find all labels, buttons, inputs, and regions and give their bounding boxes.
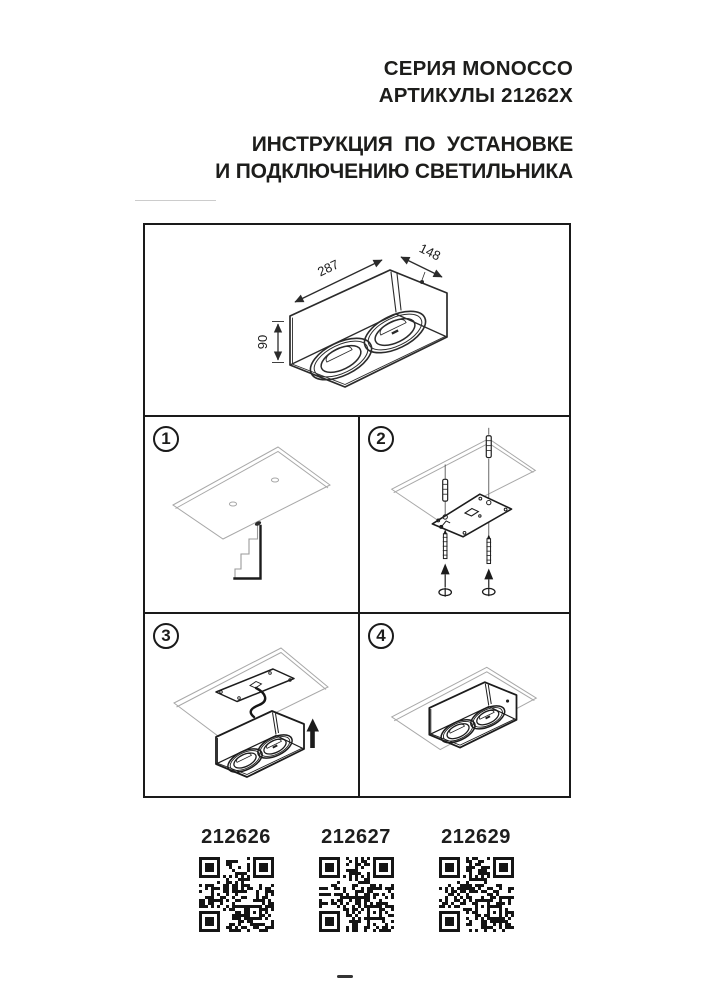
step-2-number-badge	[368, 426, 394, 452]
diagram-frame	[143, 223, 571, 798]
step-3-panel	[145, 614, 358, 796]
step-4-number-badge	[368, 623, 394, 649]
product-212629	[436, 826, 516, 932]
qr-code	[199, 857, 274, 932]
side-hole-dot	[420, 280, 424, 284]
article-number: 212627	[321, 826, 391, 848]
dimension-width-label: 148	[416, 240, 444, 264]
article-number: 212626	[201, 826, 271, 848]
up-arrow-icon	[307, 719, 320, 749]
header	[379, 55, 573, 109]
step-2-number: 2	[376, 429, 386, 448]
supply-wire-steps	[235, 525, 258, 578]
step-4-number: 4	[376, 626, 386, 645]
series-line: СЕРИЯ MONOCCO	[383, 57, 573, 80]
title-line-1: ИНСТРУКЦИЯ ПО УСТАНОВКЕ	[251, 133, 573, 156]
step-4-panel	[360, 614, 569, 796]
product-212627	[316, 826, 396, 932]
fixture-isometric-drawing	[145, 225, 569, 415]
overview-panel	[145, 225, 569, 415]
mounting-screws	[439, 529, 495, 596]
scan-artifact-line	[135, 200, 216, 201]
step-2-panel	[360, 417, 569, 612]
product-212626	[196, 826, 276, 932]
step-3-number-badge	[153, 623, 179, 649]
article-number: 212629	[441, 826, 511, 848]
qr-code	[439, 857, 514, 932]
step-1-number: 1	[161, 429, 171, 448]
side-hole-dot	[506, 699, 509, 702]
qr-code	[319, 857, 394, 932]
step-1-panel	[145, 417, 358, 612]
dimension-length-label: 287	[315, 256, 342, 280]
page-title	[215, 131, 573, 185]
product-qr-row	[196, 826, 516, 932]
step-1-number-badge	[153, 426, 179, 452]
title-line-2: И ПОДКЛЮЧЕНИЮ СВЕТИЛЬНИКА	[215, 160, 573, 183]
ceiling-wire-drawing	[145, 417, 358, 612]
articles-line: АРТИКУЛЫ 21262X	[378, 84, 573, 107]
installed-bracket	[216, 669, 294, 702]
dimension-height-label: 90	[255, 334, 270, 350]
page-fold-mark	[337, 975, 353, 978]
supply-wire	[235, 526, 261, 579]
step-3-number: 3	[161, 626, 171, 645]
